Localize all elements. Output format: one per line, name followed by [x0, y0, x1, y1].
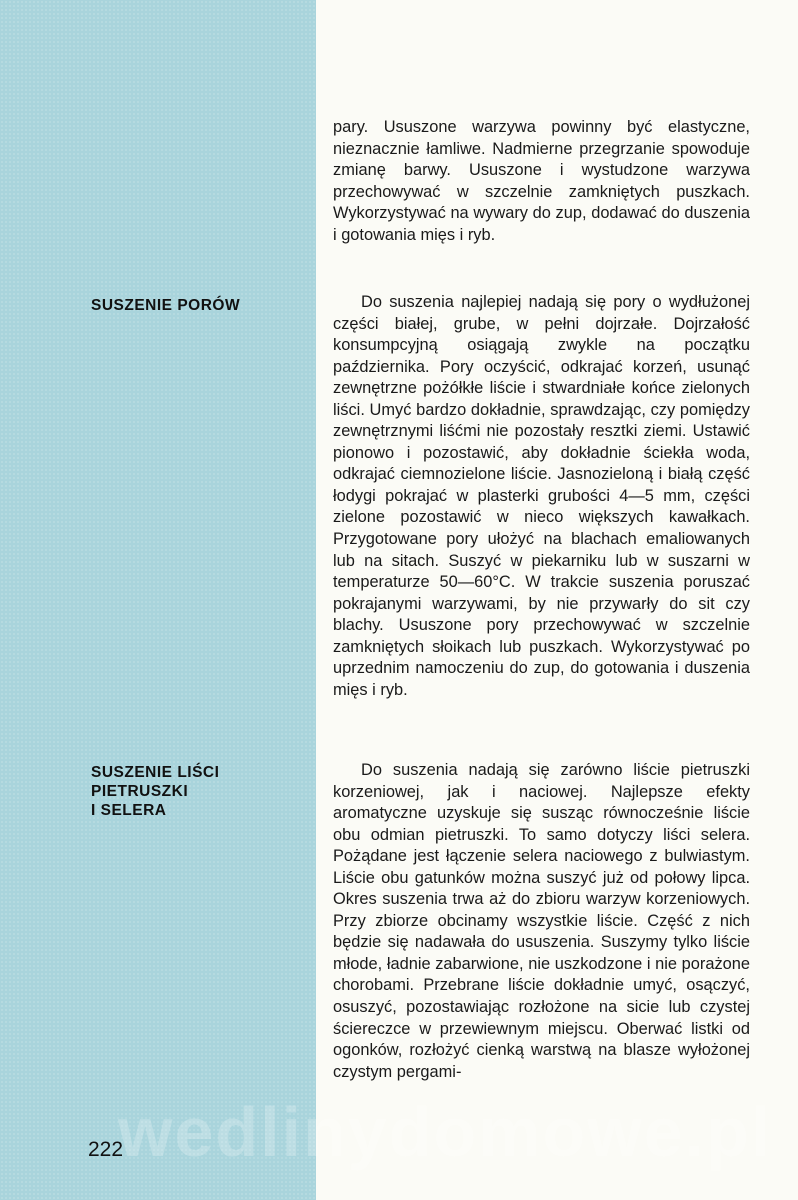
paragraph-text: Do suszenia najlepiej nadają się pory o wydłużonej części białej, grube, w pełni dojrzałe. Dojrzałość konsumpcyjną osiągają zwykle na początku października. Pory oczyścić, odkrajać korzeń, usunąć zewnętrzne pożółkłe liście i stwardniałe końce zielonych liści. Umyć bardzo dokładnie, sprawdzając, czy pomiędzy zewnętrznymi liśćmi nie pozostały resztki ziemi. Ustawić pionowo i pozostawić, aby dokładnie ściekła woda, odkrajać ciemnozielone liście. Jasnozieloną i białą część łodygi pokrajać w plasterki grubości 4—5 mm, części zielone pozostawić w nieco większych kawałkach. Przygotowane pory ułożyć na blachach emaliowanych lub na sitach. Suszyć w piekarniku lub w suszarni w temperaturze 50—60°C. W trakcie suszenia poruszać pokrajanymi warzywami, by nie przywarły do sit czy blachy. Ususzone pory przechowywać w szczelnie zamkniętych słoikach lub puszkach. Wykorzystywać po uprzednim namoczeniu do zup, do gotowania i duszenia mięs i ryb. [333, 293, 750, 699]
section-heading-pory [91, 296, 240, 315]
continued-paragraph [333, 117, 750, 246]
section-text-liscie [333, 760, 750, 1083]
heading-line: I SELERA [91, 802, 167, 819]
heading-text: SUSZENIE PORÓW [91, 297, 241, 314]
paragraph-text: pary. Ususzone warzywa powinny być elastyczne, nieznacznie łamliwe. Nadmierne przegrzanie spowoduje zmianę barwy. Ususzone i wystudzone warzywa przechowywać w szczelnie zamkniętych puszkach. Wykorzystywać na wywary do zup, dodawać do duszenia i gotowania mięs i ryb. [333, 118, 750, 244]
page-number: 222 [88, 1138, 124, 1161]
heading-line: SUSZENIE LIŚCI [91, 764, 220, 781]
watermark: wedlinydomowe.pl [118, 1093, 773, 1171]
section-text-pory [333, 292, 750, 701]
paragraph-text: Do suszenia nadają się zarówno liście pietruszki korzeniowej, jak i naciowej. Najlepsze efekty aromatyczne uzyskuje się susząc równocześnie liście obu odmian pietruszki. To samo dotyczy liści selera. Pożądane jest łączenie selera naciowego z bulwiastym. Liście obu gatunków można suszyć już od połowy lipca. Okres suszenia trwa aż do zbioru warzyw korzeniowych. Przy zbiorze obcinamy wszystkie liście. Część z nich będzie się nadawała do ususzenia. Suszymy tylko liście młode, ładnie zabarwione, nie uszkodzone i nie porażone chorobami. Przebrane liście dokładnie umyć, osączyć, osuszyć, pozostawiając rozłożone na sicie lub czystej ściereczce w przewiewnym miejscu. Oberwać listki od ogonków, rozłożyć cienką warstwą na blasze wyłożonej czystym pergami- [333, 761, 750, 1081]
sidebar-panel [0, 0, 316, 1200]
section-heading-liscie [91, 763, 219, 820]
heading-line: PIETRUSZKI [91, 783, 189, 800]
